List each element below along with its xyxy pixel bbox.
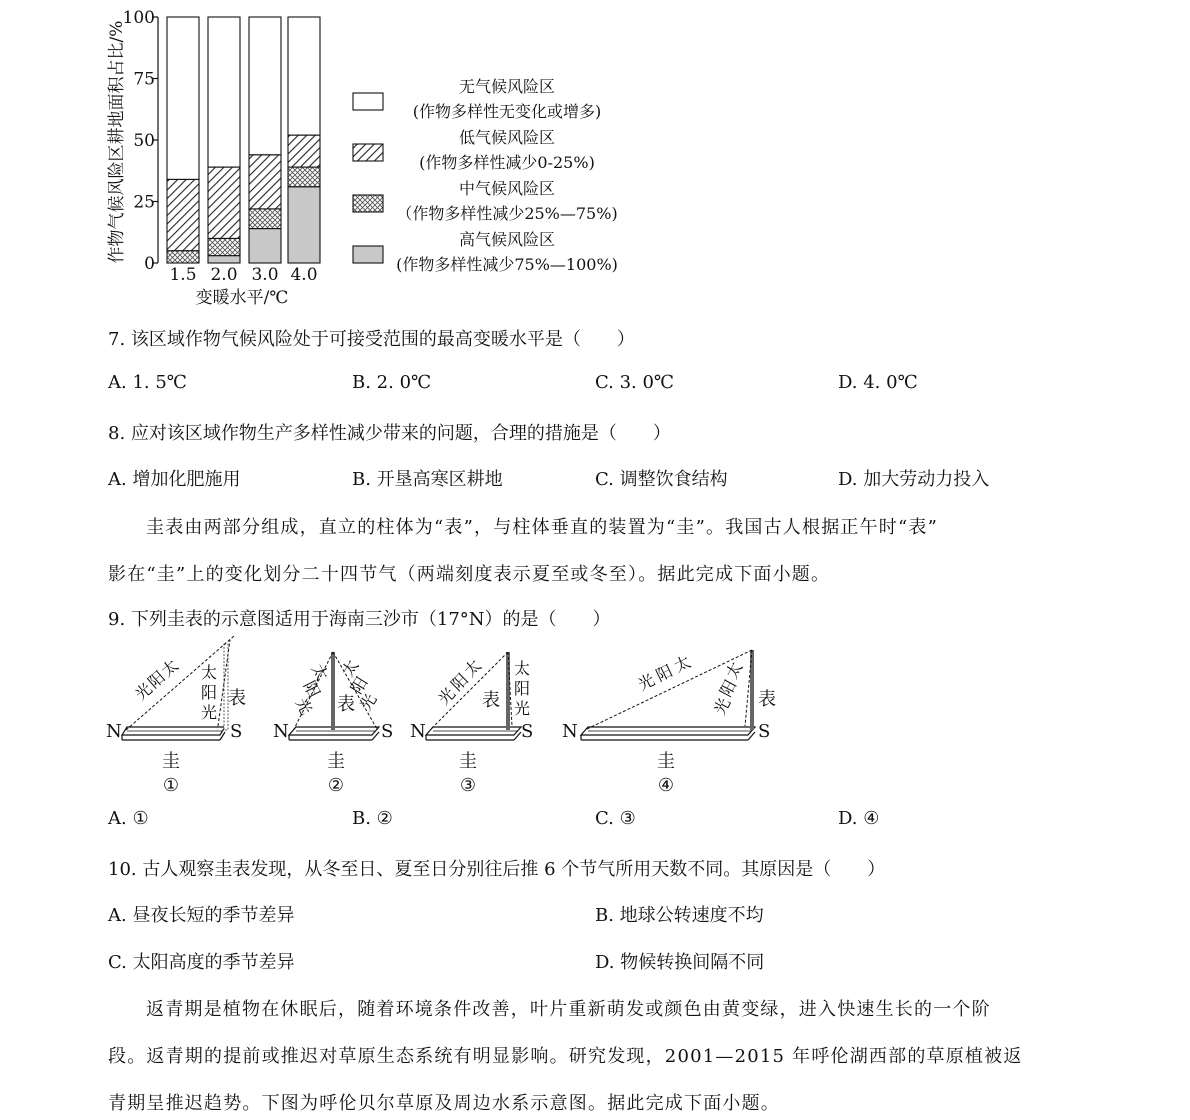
diag1-sun-1: 太 xyxy=(157,655,183,681)
stacked-bar-chart xyxy=(0,0,660,312)
diag3-sun-5: 阳 xyxy=(514,679,531,698)
question-10-stem: 10. 古人观察圭表发现，从冬至日、夏至日分别往后推 6 个节气所用天数不同。其原因是（ ） xyxy=(108,859,886,880)
q7-option-d[interactable]: D. 4. 0℃ xyxy=(838,372,918,393)
q8-option-c[interactable]: C. 调整饮食结构 xyxy=(595,469,728,490)
x-tick-label: 1.5 xyxy=(169,265,197,285)
diag1-sun-4: 太 xyxy=(201,663,218,682)
q7-option-c[interactable]: C. 3. 0℃ xyxy=(595,372,675,393)
q9-option-b[interactable]: B. ② xyxy=(352,808,393,829)
diag3-sun-1: 太 xyxy=(460,655,486,681)
y-tick-label: 100 xyxy=(122,8,155,28)
intro-11-line-2: 段。返青期的提前或推迟对草原生态系统有明显影响。研究发现，2001—2015 年呼伦湖西部的草原植被返 xyxy=(108,1046,1023,1067)
diag1-N: N xyxy=(106,721,122,742)
bar-segment xyxy=(167,251,199,263)
diag4-sun-3: 光 xyxy=(634,670,658,695)
chart-ylabel: 作物气候风险区耕地面积占比/% xyxy=(107,20,127,264)
diag4-biao: 表 xyxy=(758,689,776,710)
bar-segment xyxy=(249,155,281,209)
q10-option-b[interactable]: B. 地球公转速度不均 xyxy=(595,905,764,926)
diag3-S: S xyxy=(521,721,534,742)
bar-segment xyxy=(249,209,281,229)
q10-option-a[interactable]: A. 昼夜长短的季节差异 xyxy=(108,905,295,926)
x-tick-label: 3.0 xyxy=(251,265,279,285)
intro-9-line-2: 影在“圭”上的变化划分二十四节气（两端刻度表示夏至或冬至）。据此完成下面小题。 xyxy=(108,564,831,585)
q8-option-d[interactable]: D. 加大劳动力投入 xyxy=(838,469,990,490)
diag1-sun-6: 光 xyxy=(201,703,218,722)
legend-name: 中气候风险区 xyxy=(458,179,556,198)
diag2-sun-4: 太 xyxy=(337,656,363,681)
diag1-number: ① xyxy=(162,775,180,796)
q10-option-c[interactable]: C. 太阳高度的季节差异 xyxy=(108,952,295,973)
question-7-stem: 7. 该区域作物气候风险处于可接受范围的最高变暖水平是（ ） xyxy=(108,329,635,350)
diag2-gui: 圭 xyxy=(327,751,345,772)
diag1-sun-5: 阳 xyxy=(201,683,218,702)
bar-segment xyxy=(208,167,240,238)
y-tick-label: 75 xyxy=(133,69,155,90)
diag2-N: N xyxy=(273,721,289,742)
diag4-number: ④ xyxy=(657,775,675,796)
diag3-N: N xyxy=(410,721,426,742)
q8-option-a[interactable]: A. 增加化肥施用 xyxy=(108,469,241,490)
gnomon-diagram-2 xyxy=(273,652,393,796)
legend-desc: (作物多样性减少0-25%) xyxy=(419,153,595,172)
q10-option-d[interactable]: D. 物候转换间隔不同 xyxy=(595,952,765,973)
diag2-sun-2: 阳 xyxy=(299,677,324,701)
legend-name: 无气候风险区 xyxy=(458,77,556,96)
diag4-N: N xyxy=(562,721,578,742)
bar-segment xyxy=(208,238,240,255)
intro-9-line-1: 圭表由两部分组成，直立的柱体为“表”，与柱体垂直的装置为“圭”。我国古人根据正午时“表” xyxy=(146,517,939,538)
bar-segment xyxy=(288,167,320,187)
legend-swatch xyxy=(353,144,383,161)
y-tick-label: 0 xyxy=(144,254,155,274)
legend-name: 低气候风险区 xyxy=(458,128,556,147)
legend-swatch xyxy=(353,195,383,212)
legend-swatch xyxy=(353,246,383,263)
legend-swatch xyxy=(353,93,383,110)
diag3-sun-4: 太 xyxy=(514,659,531,678)
legend-name: 高气候风险区 xyxy=(458,230,556,249)
legend-desc: (作物多样性无变化或增多) xyxy=(412,102,602,121)
diag4-sun-6: 光 xyxy=(710,694,735,718)
diag4-S: S xyxy=(758,721,771,742)
intro-11-line-3: 青期呈推迟趋势。下图为呼伦贝尔草原及周边水系示意图。据此完成下面小题。 xyxy=(108,1093,780,1114)
diag2-number: ② xyxy=(327,775,345,796)
chart-xlabel: 变暖水平/℃ xyxy=(195,288,289,308)
x-tick-label: 2.0 xyxy=(210,265,238,285)
q9-option-c[interactable]: C. ③ xyxy=(595,808,636,829)
x-tick-label: 4.0 xyxy=(290,265,318,285)
diag3-biao: 表 xyxy=(482,690,500,711)
diag3-number: ③ xyxy=(459,775,477,796)
gnomon-diagram-3 xyxy=(410,652,533,796)
diag3-sun-2: 阳 xyxy=(447,669,473,695)
bar-segment xyxy=(288,135,320,167)
diag2-sun-3: 光 xyxy=(291,694,316,718)
diag3-gui: 圭 xyxy=(459,751,477,772)
diag4-sun-5: 阳 xyxy=(716,676,741,700)
question-9-stem: 9. 下列圭表的示意图适用于海南三沙市（17°N）的是（ ） xyxy=(108,609,611,630)
diag3-sun-6: 光 xyxy=(514,699,531,718)
diag2-biao: 表 xyxy=(337,694,355,715)
y-tick-label: 50 xyxy=(133,131,155,151)
q9-option-d[interactable]: D. ④ xyxy=(838,808,880,829)
bar-segment xyxy=(208,17,240,167)
bar-segment xyxy=(249,229,281,263)
diag2-sun-6: 光 xyxy=(355,690,381,715)
intro-11-line-1: 返青期是植物在休眠后，随着环境条件改善，叶片重新萌发或颜色由黄变绿，进入快速生长的一个阶 xyxy=(146,999,991,1020)
diag1-S: S xyxy=(230,721,243,742)
diag2-sun-1: 太 xyxy=(307,660,332,684)
diag3-sun-3: 光 xyxy=(434,683,460,709)
q7-option-a[interactable]: A. 1. 5℃ xyxy=(108,372,187,393)
q7-option-b[interactable]: B. 2. 0℃ xyxy=(352,372,432,393)
bar-segment xyxy=(167,17,199,179)
bar-segment xyxy=(167,179,199,250)
diag4-sun-2: 阳 xyxy=(652,661,676,686)
diag1-sun-3: 光 xyxy=(131,679,156,704)
diag1-biao: 表 xyxy=(228,688,246,709)
diag4-gui: 圭 xyxy=(657,751,675,772)
gnomon-diagrams xyxy=(100,630,820,802)
bar-segment xyxy=(288,187,320,263)
legend-desc: (作物多样性减少75%—100%) xyxy=(396,255,618,274)
diag4-sun-1: 太 xyxy=(670,652,694,677)
gnomon-diagram-1 xyxy=(106,636,246,796)
bar-segment xyxy=(288,17,320,135)
diag2-S: S xyxy=(381,721,394,742)
diag2-sun-5: 阳 xyxy=(346,673,372,698)
question-8-stem: 8. 应对该区域作物生产多样性减少带来的问题，合理的措施是（ ） xyxy=(108,423,671,444)
diag4-sun-4: 太 xyxy=(722,658,747,682)
y-tick-label: 25 xyxy=(133,192,155,213)
legend-desc: （作物多样性减少25%—75%) xyxy=(396,204,618,223)
bar-segment xyxy=(249,17,281,155)
diag1-gui: 圭 xyxy=(162,751,180,772)
q9-option-a[interactable]: A. ① xyxy=(108,808,149,829)
diag1-sun-2: 阳 xyxy=(144,667,169,692)
gnomon-diagram-4 xyxy=(562,650,776,796)
bar-segment xyxy=(208,256,240,263)
q8-option-b[interactable]: B. 开垦高寒区耕地 xyxy=(352,469,503,490)
